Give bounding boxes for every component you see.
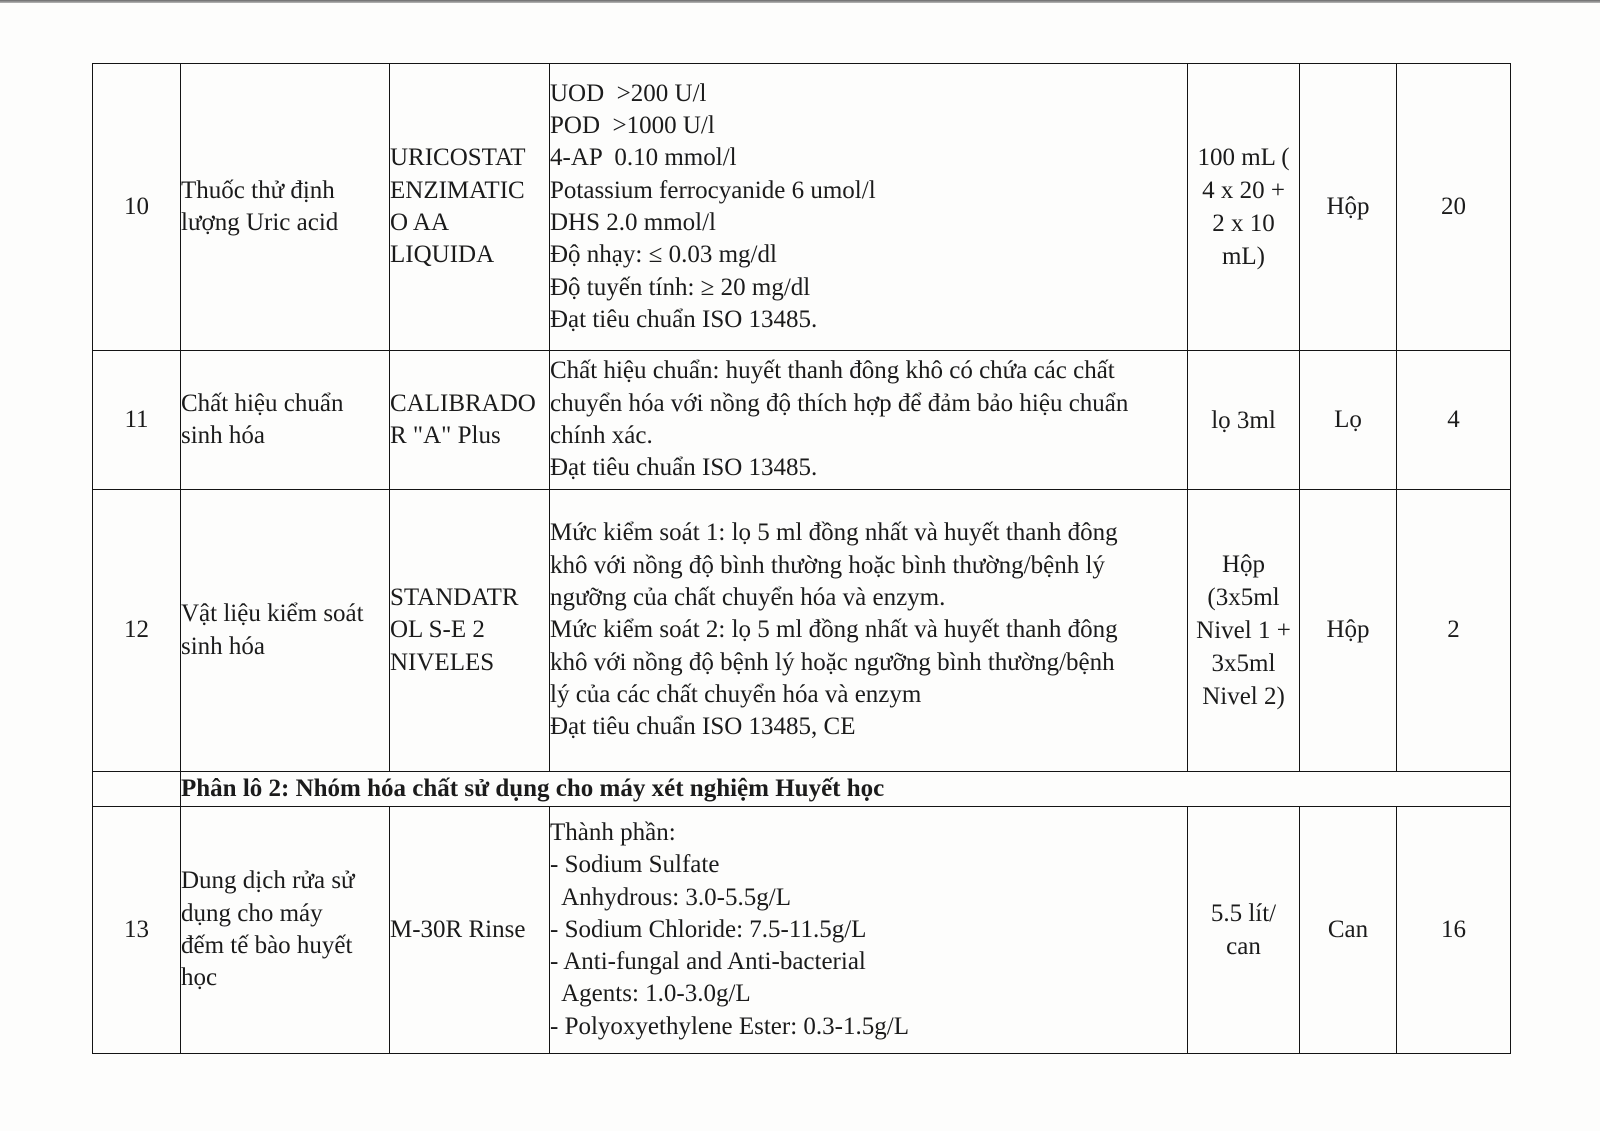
product-name-line: NIVELES (390, 648, 495, 676)
specification-table (92, 63, 1511, 1054)
item-name-cell (181, 64, 390, 351)
product-name-line: LIQUIDA (390, 241, 495, 269)
specification-line: Chất hiệu chuẩn: huyết thanh đông khô có chứa các chất (550, 357, 1115, 385)
item-name-line: sinh hóa (181, 632, 266, 660)
specification-line: chuyển hóa với nồng độ thích hợp để đảm bảo hiệu chuẩn (550, 389, 1129, 417)
item-name-line: đếm tế bào huyết (181, 932, 353, 959)
item-name-line: học (181, 964, 218, 992)
packing-cell (1188, 807, 1300, 1054)
unit-cell: Hộp (1300, 490, 1397, 772)
item-name-line: Dung dịch rửa sử (181, 867, 355, 895)
specification-line: chính xác. (550, 422, 653, 449)
packing-cell (1188, 490, 1300, 772)
specification-line: Mức kiểm soát 1: lọ 5 ml đồng nhất và huyết thanh đông (550, 519, 1118, 547)
item-name-cell (181, 351, 390, 490)
packing-line: 2 x 10 (1212, 210, 1275, 237)
packing-line: Nivel 1 + (1196, 617, 1291, 644)
packing-line: 4 x 20 + (1202, 177, 1285, 204)
specification-line: Độ tuyến tính: ≥ 20 mg/dl (550, 273, 811, 301)
product-name-cell (390, 64, 550, 351)
item-name-line: sinh hóa (181, 422, 266, 449)
product-name-line: STANDATR (390, 584, 519, 612)
product-name-line: ENZIMATIC (390, 176, 525, 204)
item-name-line: dụng cho máy (181, 899, 323, 927)
section-number-cell (93, 772, 181, 807)
product-name-line: O AA (390, 209, 450, 236)
unit-cell: Lọ (1300, 351, 1397, 490)
packing-cell (1188, 64, 1300, 351)
quantity-cell: 20 (1397, 64, 1511, 351)
packing-line: Hộp (1221, 551, 1266, 578)
item-name-line: Vật liệu kiểm soát (181, 600, 364, 628)
specification-line: UOD >200 U/l (550, 79, 707, 107)
specification-line: Đạt tiêu chuẩn ISO 13485. (550, 305, 818, 333)
quantity-cell: 16 (1397, 807, 1511, 1054)
packing-line: 3x5ml (1211, 650, 1276, 677)
section-row (93, 772, 1511, 807)
specification-line: DHS 2.0 mmol/l (550, 209, 716, 236)
specification-line: Đạt tiêu chuẩn ISO 13485, CE (550, 713, 856, 741)
specification-cell (550, 64, 1188, 351)
product-name-cell (390, 490, 550, 772)
packing-line: mL) (1221, 243, 1266, 270)
specification-line: - Sodium Chloride: 7.5-11.5g/L (550, 915, 867, 943)
specification-cell (550, 490, 1188, 772)
specification-line: khô với nồng độ bình thường hoặc bình thường/bệnh lý (550, 551, 1105, 579)
row-number: 11 (93, 351, 181, 490)
quantity-cell: 2 (1397, 490, 1511, 772)
item-name-cell (181, 807, 390, 1054)
table-row (93, 807, 1511, 1054)
product-name-line: CALIBRADO (390, 389, 536, 417)
product-name-line: M-30R Rinse (390, 915, 526, 943)
row-number: 12 (93, 490, 181, 772)
quantity-cell: 4 (1397, 351, 1511, 490)
packing-line: Nivel 2) (1202, 683, 1285, 710)
table-row (93, 64, 1511, 351)
item-name-line: lượng Uric acid (181, 209, 339, 236)
packing-cell (1188, 351, 1300, 490)
item-name-line: Chất hiệu chuẩn (181, 389, 344, 417)
specification-line: - Polyoxyethylene Ester: 0.3-1.5g/L (550, 1012, 909, 1040)
specification-line: Thành phần: (550, 818, 676, 846)
table-row (93, 490, 1511, 772)
packing-line: 5.5 lít/ (1210, 900, 1277, 927)
packing-line: lọ 3ml (1211, 406, 1276, 434)
specification-line: Mức kiểm soát 2: lọ 5 ml đồng nhất và huyết thanh đông (550, 616, 1118, 644)
specification-line: ngưỡng của chất chuyển hóa và enzym. (550, 584, 946, 612)
table-row (93, 351, 1511, 490)
product-name-cell (390, 351, 550, 490)
section-title: Phân lô 2: Nhóm hóa chất sử dụng cho máy xét nghiệm Huyết học (181, 772, 1511, 807)
product-name-line: OL S-E 2 (390, 616, 485, 644)
product-name-cell (390, 807, 550, 1054)
specification-line: - Anti-fungal and Anti-bacterial (550, 948, 866, 976)
product-name-line: URICOSTAT (390, 144, 526, 172)
specification-line: 4-AP 0.10 mmol/l (550, 144, 737, 172)
row-number: 10 (93, 64, 181, 351)
specification-cell (550, 351, 1188, 490)
specification-line: POD >1000 U/l (550, 112, 715, 140)
product-name-line: R "A" Plus (390, 422, 501, 449)
packing-line: can (1226, 933, 1261, 960)
packing-line: (3x5ml (1207, 584, 1280, 611)
item-name-cell (181, 490, 390, 772)
specification-cell (550, 807, 1188, 1054)
specification-line: Potassium ferrocyanide 6 umol/l (550, 176, 876, 204)
specification-line: - Sodium Sulfate (550, 851, 720, 879)
row-number: 13 (93, 807, 181, 1054)
unit-cell: Hộp (1300, 64, 1397, 351)
specification-line: Agents: 1.0-3.0g/L (550, 980, 751, 1008)
specification-line: Đạt tiêu chuẩn ISO 13485. (550, 454, 818, 482)
unit-cell: Can (1300, 807, 1397, 1054)
scan-top-edge (0, 0, 1600, 3)
specification-line: khô với nồng độ bệnh lý hoặc ngưỡng bình thường/bệnh (550, 648, 1115, 676)
specification-line: Độ nhạy: ≤ 0.03 mg/dl (550, 241, 777, 269)
packing-line: 100 mL ( (1197, 144, 1290, 171)
specification-line: Anhydrous: 3.0-5.5g/L (550, 883, 791, 911)
item-name-line: Thuốc thử định (181, 176, 335, 204)
specification-line: lý của các chất chuyển hóa và enzym (550, 680, 922, 708)
